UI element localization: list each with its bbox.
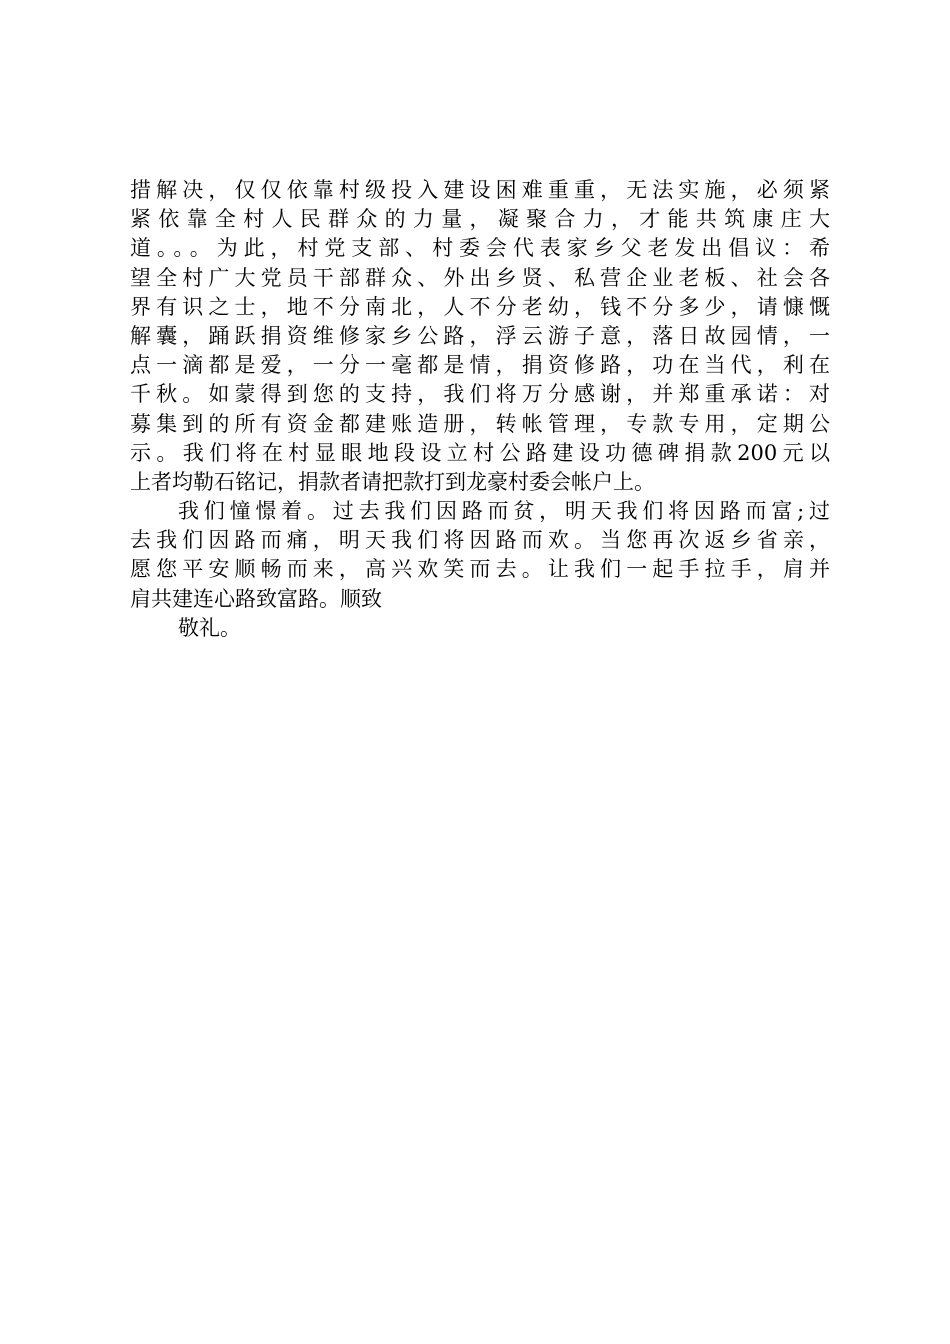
text-line: 示。我们将在村显眼地段设立村公路建设功德碑捐款200元以 <box>130 440 830 465</box>
text-line: 点一滴都是爱，一分一毫都是情，捐资修路，功在当代，利在 <box>130 353 830 378</box>
text-line: 去我们因路而痛，明天我们将因路而欢。当您再次返乡省亲， <box>130 528 830 553</box>
document-body <box>130 176 830 643</box>
closing-salutation: 敬礼。 <box>178 615 241 640</box>
text-line: 我们憧憬着。过去我们因路而贫，明天我们将因路而富;过 <box>178 499 830 524</box>
text-line: 界有识之士，地不分南北，人不分老幼，钱不分多少，请慷慨 <box>130 294 830 319</box>
text-line: 募集到的所有资金都建账造册，转帐管理，专款专用，定期公 <box>130 411 830 436</box>
paragraph-appeal <box>130 176 830 497</box>
text-line: 肩共建连心路致富路。顺致 <box>130 586 382 611</box>
text-line: 望全村广大党员干部群众、外出乡贤、私营企业老板、社会各 <box>130 265 830 290</box>
text-line: 道。。。为此，村党支部、村委会代表家乡父老发出倡议：希 <box>130 236 830 261</box>
text-line: 千秋。如蒙得到您的支持，我们将万分感谢，并郑重承诺：对 <box>130 382 830 407</box>
text-line: 上者均勒石铭记，捐款者请把款打到龙豪村委会帐户上。 <box>130 469 655 494</box>
paragraph-vision <box>130 497 830 614</box>
text-line: 愿您平安顺畅而来，高兴欢笑而去。让我们一起手拉手，肩并 <box>130 557 830 582</box>
text-line: 紧依靠全村人民群众的力量，凝聚合力，才能共筑康庄大 <box>130 207 830 232</box>
text-line: 措解决，仅仅依靠村级投入建设困难重重，无法实施，必须紧 <box>130 178 830 202</box>
text-line: 解囊，踊跃捐资维修家乡公路，浮云游子意，落日故园情，一 <box>130 323 830 348</box>
